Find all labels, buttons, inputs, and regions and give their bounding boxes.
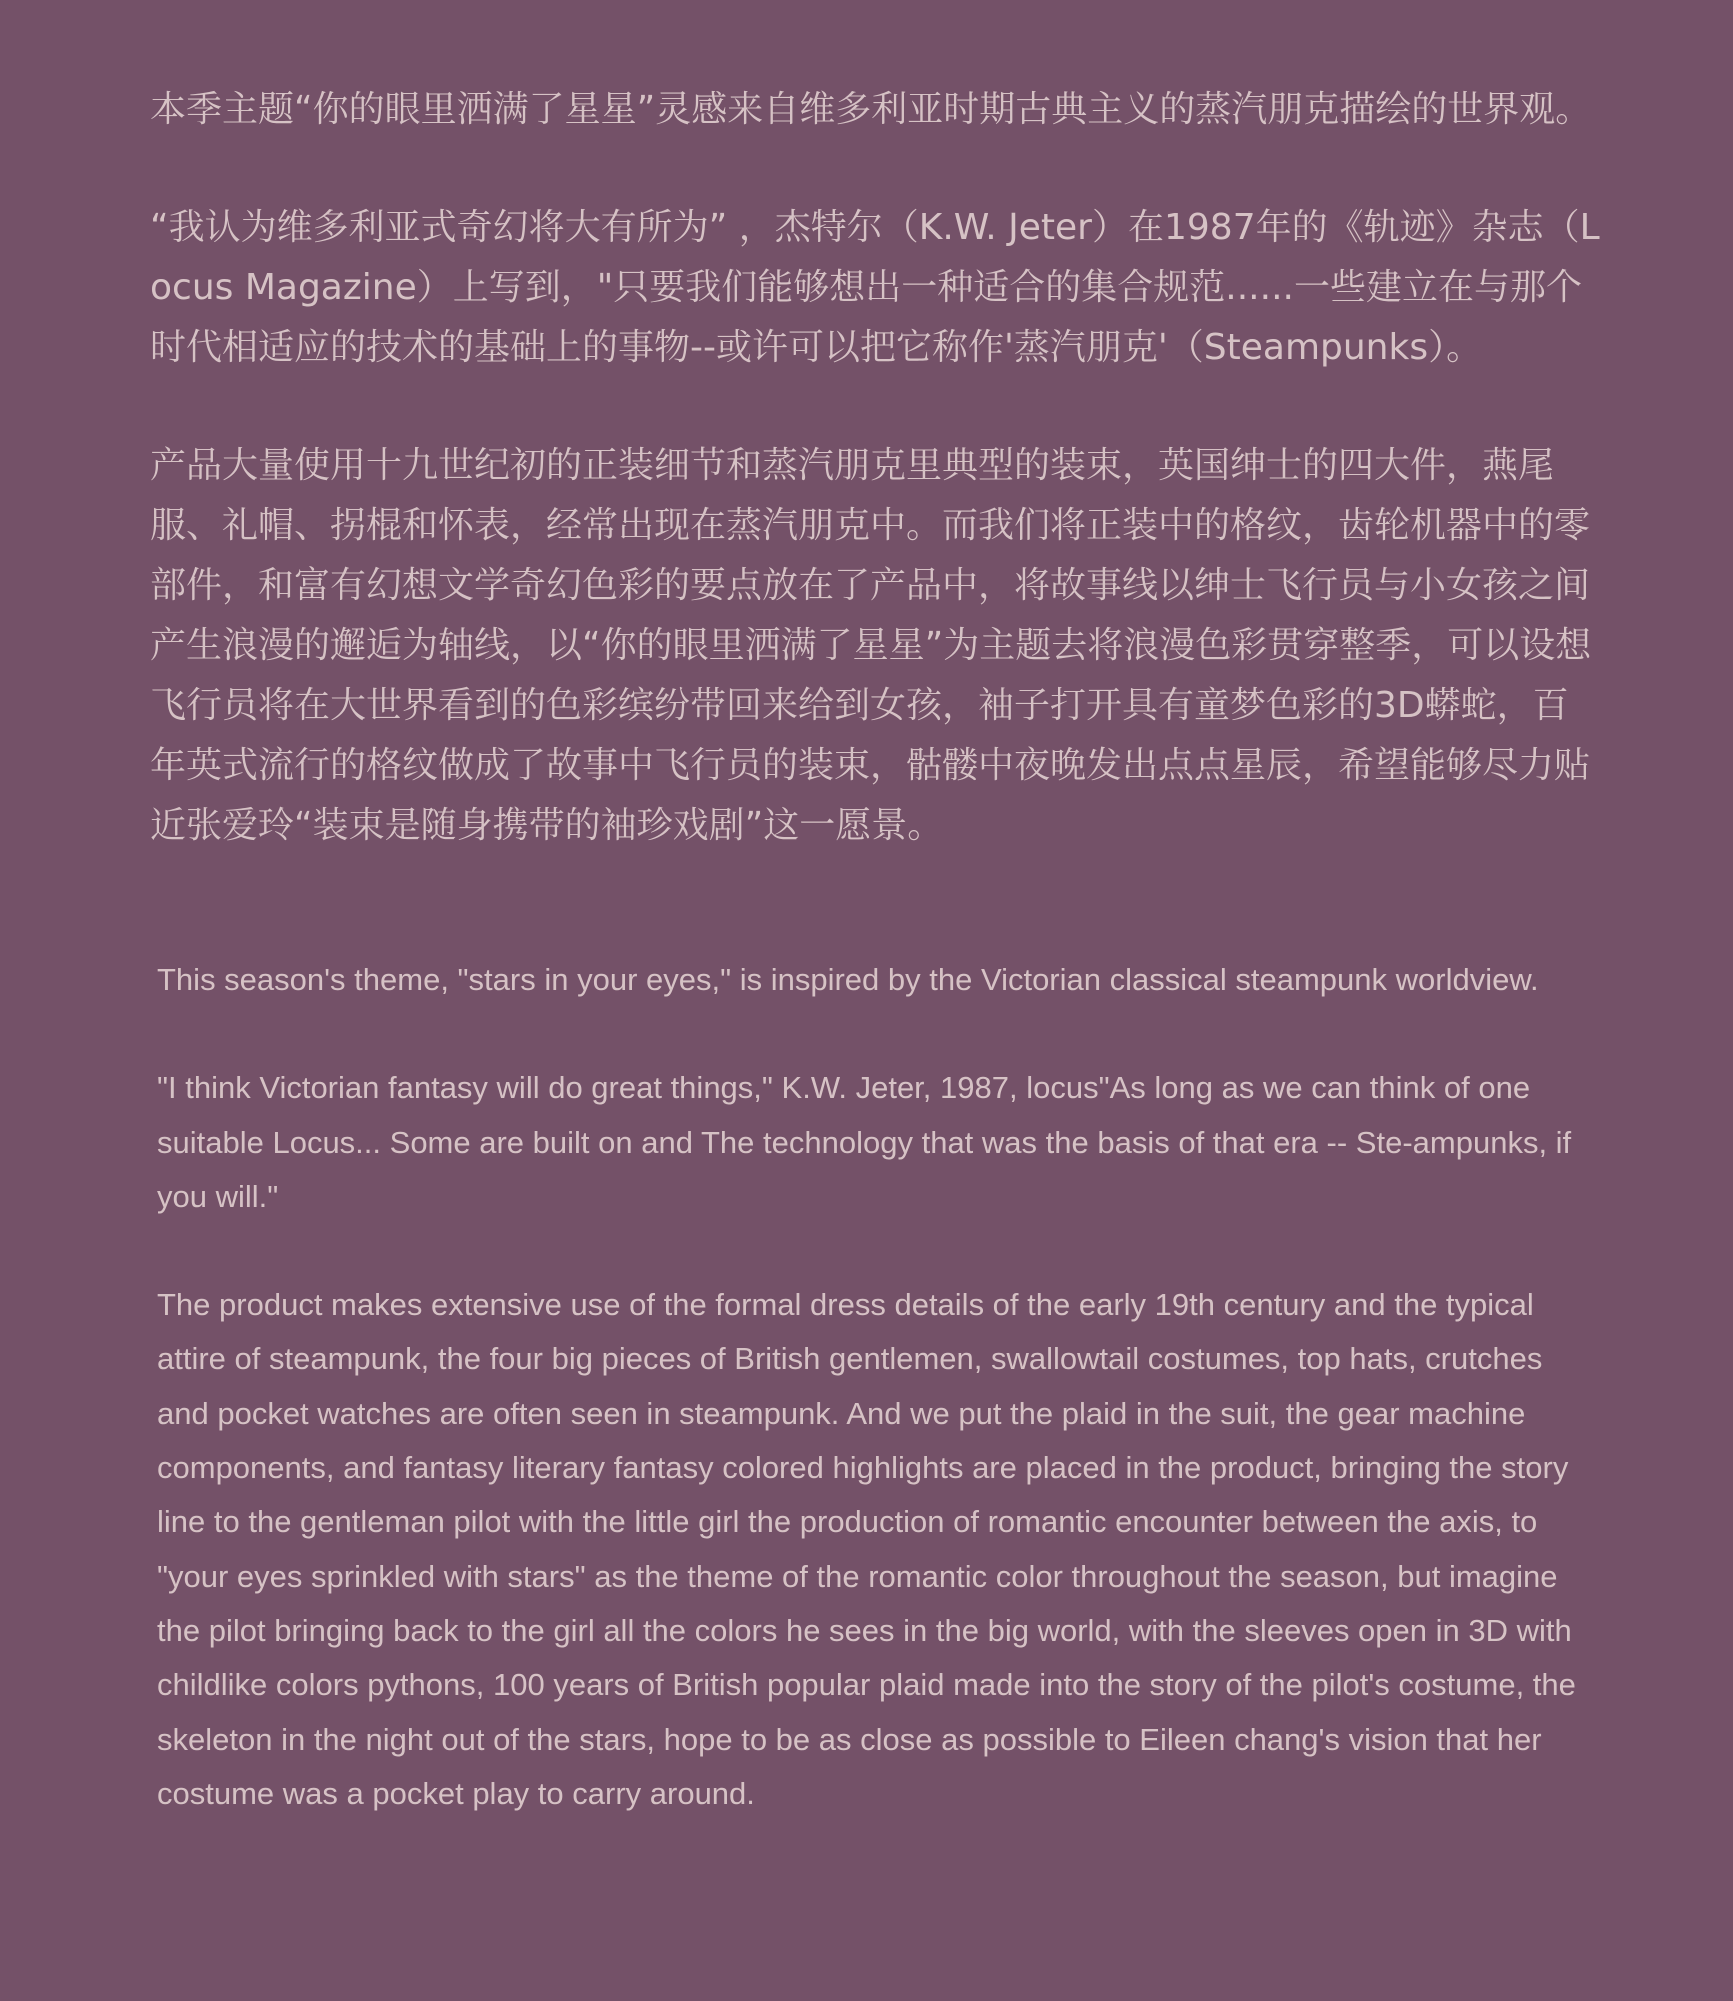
chinese-paragraph-theme: 本季主题“你的眼里洒满了星星”灵感来自维多利亚时期古典主义的蒸汽朋克描绘的世界观。 — [150, 89, 1592, 130]
chinese-text-section — [150, 80, 1600, 856]
paragraph-spacer — [150, 378, 1600, 436]
chinese-paragraph-jeter-quote: “我认为维多利亚式奇幻将大有所为” ，杰特尔（K.W. Jeter）在1987年的《轨迹》杂志（Locus Magazine）上写到，"只要我们能够想出一种适合的集合规范......一些建立在与那个时代相适应的技术的基础上的事物--或许可以把它称作'蒸汽朋克'（Steampunks）。 — [150, 207, 1600, 368]
english-text-section — [157, 953, 1602, 1821]
paragraph-spacer — [150, 140, 1600, 198]
english-paragraph-theme: This season's theme, "stars in your eyes," is inspired by the Victorian classical steampunk worldview. — [157, 962, 1539, 997]
paragraph-spacer — [157, 1007, 1602, 1061]
english-paragraph-jeter-quote: "I think Victorian fantasy will do great things," K.W. Jeter, 1987, locus"As long as we can think of one suitable Locus... Some are built on and The technology that was the basis of that era -- Ste-ampunks, if you will." — [157, 1070, 1572, 1214]
paragraph-spacer — [157, 1224, 1602, 1278]
english-paragraph-product-description: The product makes extensive use of the formal dress details of the early 19th century and the typical attire of steampunk, the four big pieces of British gentlemen, swallowtail costumes, top hats, crutches and pocket watches are often seen in steampunk. And we put the plaid in the suit, the gear machine components, and fantasy literary fantasy colored highlights are placed in the product, bringing the story line to the gentleman pilot with the little girl the production of romantic encounter between the axis, to "your eyes sprinkled with stars" as the theme of the romantic color throughout the season, but imagine the pilot bringing back to the girl all the colors he sees in the big world, with the sleeves open in 3D with childlike colors pythons, 100 years of British popular plaid made into the story of the pilot's costume, the skeleton in the night out of the stars, hope to be as close as possible to Eileen chang's vision that her costume was a pocket play to carry around. — [157, 1287, 1576, 1811]
chinese-paragraph-product-description: 产品大量使用十九世纪初的正装细节和蒸汽朋克里典型的装束，英国绅士的四大件，燕尾服、礼帽、拐棍和怀表，经常出现在蒸汽朋克中。而我们将正装中的格纹，齿轮机器中的零部件，和富有幻想文学奇幻色彩的要点放在了产品中，将故事线以绅士飞行员与小女孩之间产生浪漫的邂逅为轴线，以“你的眼里洒满了星星”为主题去将浪漫色彩贯穿整季，可以设想飞行员将在大世界看到的色彩缤纷带回来给到女孩，袖子打开具有童梦色彩的3D蟒蛇，百年英式流行的格纹做成了故事中飞行员的装束，骷髅中夜晚发出点点星辰，希望能够尽力贴近张爱玲“装束是随身携带的袖珍戏剧”这一愿景。 — [150, 445, 1592, 846]
